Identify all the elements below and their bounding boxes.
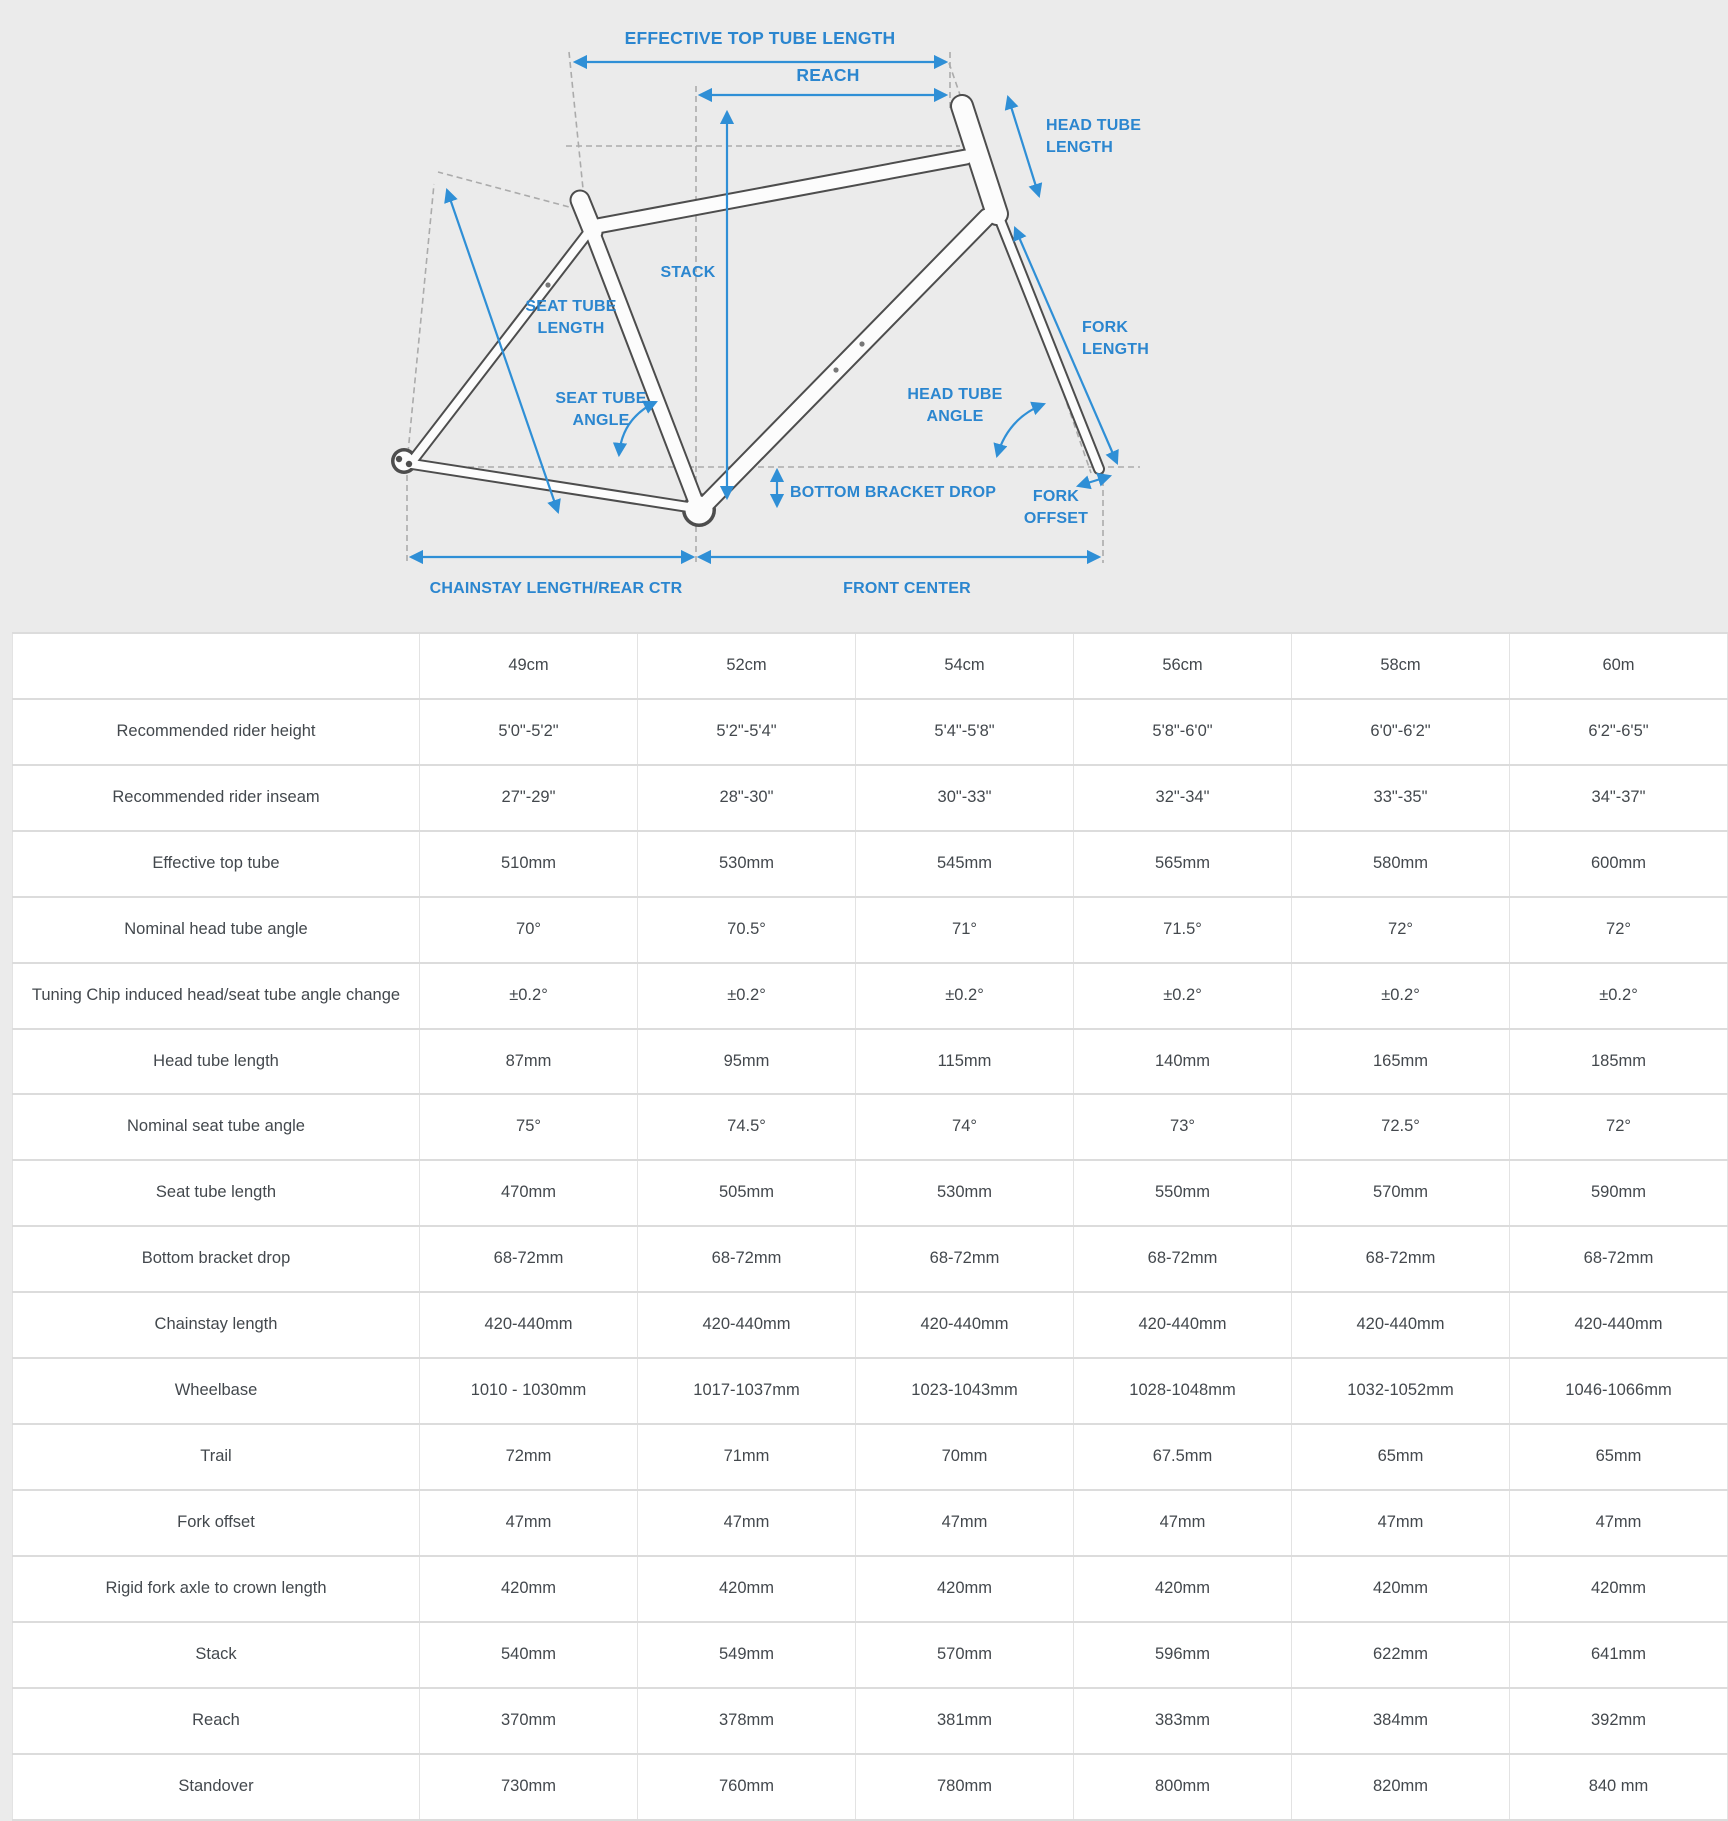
spec-cell: 570mm xyxy=(856,1622,1074,1688)
table-row xyxy=(13,1292,1728,1358)
spec-header-empty xyxy=(13,633,420,699)
spec-cell: 600mm xyxy=(1510,831,1728,897)
spec-cell: 420mm xyxy=(856,1556,1074,1622)
seat-tube-length-arrow xyxy=(447,190,558,512)
spec-cell: 590mm xyxy=(1510,1160,1728,1226)
spec-cell: 68-72mm xyxy=(638,1226,856,1292)
row-label: Fork offset xyxy=(13,1490,420,1556)
spec-header-size: 49cm xyxy=(420,633,638,699)
spec-cell: 1023-1043mm xyxy=(856,1358,1074,1424)
spec-cell: ±0.2° xyxy=(1292,963,1510,1029)
spec-cell: 596mm xyxy=(1074,1622,1292,1688)
spec-cell: 420-440mm xyxy=(420,1292,638,1358)
table-row xyxy=(13,1424,1728,1490)
table-row xyxy=(13,963,1728,1029)
spec-cell: 420mm xyxy=(638,1556,856,1622)
spec-cell: 72.5° xyxy=(1292,1094,1510,1160)
spec-cell: 68-72mm xyxy=(1510,1226,1728,1292)
spec-cell: 5'8"-6'0" xyxy=(1074,699,1292,765)
seat-tube-length-label-2: LENGTH xyxy=(537,320,605,337)
spec-cell: 545mm xyxy=(856,831,1074,897)
row-label: Stack xyxy=(13,1622,420,1688)
spec-cell: 70mm xyxy=(856,1424,1074,1490)
spec-header-size: 52cm xyxy=(638,633,856,699)
spec-cell: 1032-1052mm xyxy=(1292,1358,1510,1424)
geometry-spec-table xyxy=(12,632,1728,1821)
table-row xyxy=(13,1029,1728,1095)
spec-cell: 68-72mm xyxy=(420,1226,638,1292)
bottom-bracket-drop-label: BOTTOM BRACKET DROP xyxy=(790,484,997,501)
spec-cell: 165mm xyxy=(1292,1029,1510,1095)
spec-cell: 420-440mm xyxy=(856,1292,1074,1358)
spec-cell: 470mm xyxy=(420,1160,638,1226)
row-label: Seat tube length xyxy=(13,1160,420,1226)
spec-header-size: 58cm xyxy=(1292,633,1510,699)
spec-cell: 1028-1048mm xyxy=(1074,1358,1292,1424)
spec-cell: 47mm xyxy=(420,1490,638,1556)
spec-cell: 820mm xyxy=(1292,1754,1510,1820)
row-label: Chainstay length xyxy=(13,1292,420,1358)
construction-lines xyxy=(398,52,1140,565)
table-row xyxy=(13,897,1728,963)
fork-offset-label-2: OFFSET xyxy=(1023,510,1089,527)
spec-cell: 65mm xyxy=(1292,1424,1510,1490)
spec-cell: ±0.2° xyxy=(1074,963,1292,1029)
fork-length-label-2: LENGTH xyxy=(1082,341,1149,358)
table-row xyxy=(13,1358,1728,1424)
head-tube-length-arrow xyxy=(1008,97,1039,196)
row-label: Reach xyxy=(13,1688,420,1754)
spec-cell: 70.5° xyxy=(638,897,856,963)
spec-cell: 800mm xyxy=(1074,1754,1292,1820)
spec-cell: 392mm xyxy=(1510,1688,1728,1754)
spec-cell: 540mm xyxy=(420,1622,638,1688)
spec-cell: 185mm xyxy=(1510,1029,1728,1095)
row-label: Standover xyxy=(13,1754,420,1820)
spec-cell: 65mm xyxy=(1510,1424,1728,1490)
row-label: Rigid fork axle to crown length xyxy=(13,1556,420,1622)
spec-cell: 641mm xyxy=(1510,1622,1728,1688)
spec-header-size: 56cm xyxy=(1074,633,1292,699)
spec-cell: 780mm xyxy=(856,1754,1074,1820)
spec-cell: 420mm xyxy=(1074,1556,1292,1622)
row-label: Effective top tube xyxy=(13,831,420,897)
spec-cell: 384mm xyxy=(1292,1688,1510,1754)
table-row xyxy=(13,1160,1728,1226)
spec-cell: 420-440mm xyxy=(1292,1292,1510,1358)
spec-cell: ±0.2° xyxy=(420,963,638,1029)
spec-cell: 68-72mm xyxy=(856,1226,1074,1292)
spec-cell: 47mm xyxy=(856,1490,1074,1556)
row-label: Head tube length xyxy=(13,1029,420,1095)
spec-cell: 730mm xyxy=(420,1754,638,1820)
spec-cell: 1017-1037mm xyxy=(638,1358,856,1424)
table-row xyxy=(13,1556,1728,1622)
table-row xyxy=(13,699,1728,765)
reach-label: REACH xyxy=(796,65,860,85)
head-tube-length-label-2: LENGTH xyxy=(1046,139,1113,156)
spec-cell: 47mm xyxy=(1074,1490,1292,1556)
table-row xyxy=(13,1622,1728,1688)
spec-cell: 71mm xyxy=(638,1424,856,1490)
row-label: Recommended rider inseam xyxy=(13,765,420,831)
spec-cell: 420mm xyxy=(420,1556,638,1622)
spec-cell: 115mm xyxy=(856,1029,1074,1095)
spec-cell: 420-440mm xyxy=(638,1292,856,1358)
spec-cell: 549mm xyxy=(638,1622,856,1688)
head-tube-angle-label-1: HEAD TUBE xyxy=(907,386,1003,403)
spec-cell: 6'2"-6'5" xyxy=(1510,699,1728,765)
spec-cell: 72mm xyxy=(420,1424,638,1490)
spec-cell: 381mm xyxy=(856,1688,1074,1754)
spec-cell: 70° xyxy=(420,897,638,963)
bike-geometry-svg xyxy=(0,0,1536,620)
spec-cell: 6'0"-6'2" xyxy=(1292,699,1510,765)
table-row xyxy=(13,1490,1728,1556)
spec-cell: ±0.2° xyxy=(1510,963,1728,1029)
spec-cell: 67.5mm xyxy=(1074,1424,1292,1490)
row-label: Nominal seat tube angle xyxy=(13,1094,420,1160)
seat-tube-length-label-1: SEAT TUBE xyxy=(525,298,617,315)
table-row xyxy=(13,765,1728,831)
spec-cell: 420mm xyxy=(1292,1556,1510,1622)
spec-cell: ±0.2° xyxy=(638,963,856,1029)
row-label: Wheelbase xyxy=(13,1358,420,1424)
spec-cell: 28"-30" xyxy=(638,765,856,831)
table-row xyxy=(13,1688,1728,1754)
fork-length-label-1: FORK xyxy=(1082,319,1129,336)
effective-top-tube-label: EFFECTIVE TOP TUBE LENGTH xyxy=(624,28,896,48)
spec-cell: 420-440mm xyxy=(1510,1292,1728,1358)
spec-cell: 1046-1066mm xyxy=(1510,1358,1728,1424)
front-center-label: FRONT CENTER xyxy=(843,580,971,597)
spec-cell: 71° xyxy=(856,897,1074,963)
spec-cell: ±0.2° xyxy=(856,963,1074,1029)
spec-cell: 72° xyxy=(1510,897,1728,963)
spec-cell: 570mm xyxy=(1292,1160,1510,1226)
row-label: Trail xyxy=(13,1424,420,1490)
spec-cell: 72° xyxy=(1292,897,1510,963)
spec-header-size: 60m xyxy=(1510,633,1728,699)
spec-cell: 75° xyxy=(420,1094,638,1160)
spec-cell: 32"-34" xyxy=(1074,765,1292,831)
spec-cell: 47mm xyxy=(1292,1490,1510,1556)
spec-cell: 370mm xyxy=(420,1688,638,1754)
seat-tube-angle-label-1: SEAT TUBE xyxy=(555,390,647,407)
spec-cell: 140mm xyxy=(1074,1029,1292,1095)
spec-cell: 71.5° xyxy=(1074,897,1292,963)
spec-cell: 27"-29" xyxy=(420,765,638,831)
spec-cell: 420mm xyxy=(1510,1556,1728,1622)
spec-cell: 550mm xyxy=(1074,1160,1292,1226)
spec-cell: 73° xyxy=(1074,1094,1292,1160)
spec-header-size: 54cm xyxy=(856,633,1074,699)
spec-cell: 580mm xyxy=(1292,831,1510,897)
spec-cell: 530mm xyxy=(856,1160,1074,1226)
spec-cell: 383mm xyxy=(1074,1688,1292,1754)
spec-table-container xyxy=(12,632,1672,1821)
spec-cell: 68-72mm xyxy=(1074,1226,1292,1292)
spec-cell: 760mm xyxy=(638,1754,856,1820)
row-label: Bottom bracket drop xyxy=(13,1226,420,1292)
stack-label: STACK xyxy=(660,264,716,281)
spec-cell: 5'2"-5'4" xyxy=(638,699,856,765)
spec-cell: 840 mm xyxy=(1510,1754,1728,1820)
spec-cell: 74° xyxy=(856,1094,1074,1160)
table-row xyxy=(13,831,1728,897)
bike-geometry-diagram xyxy=(0,0,1536,620)
spec-cell: 5'4"-5'8" xyxy=(856,699,1074,765)
spec-cell: 565mm xyxy=(1074,831,1292,897)
spec-table-body xyxy=(13,699,1728,1820)
spec-table-head-row xyxy=(13,633,1728,699)
spec-cell: 505mm xyxy=(638,1160,856,1226)
fork-offset-label-1: FORK xyxy=(1032,488,1080,505)
head-tube-angle-arc xyxy=(997,404,1044,456)
spec-cell: 95mm xyxy=(638,1029,856,1095)
spec-cell: 378mm xyxy=(638,1688,856,1754)
spec-cell: 530mm xyxy=(638,831,856,897)
spec-cell: 87mm xyxy=(420,1029,638,1095)
table-row xyxy=(13,1754,1728,1820)
table-row xyxy=(13,1226,1728,1292)
spec-cell: 47mm xyxy=(638,1490,856,1556)
spec-cell: 1010 - 1030mm xyxy=(420,1358,638,1424)
spec-cell: 5'0"-5'2" xyxy=(420,699,638,765)
row-label: Tuning Chip induced head/seat tube angle change xyxy=(13,963,420,1029)
row-label: Nominal head tube angle xyxy=(13,897,420,963)
head-tube-angle-label-2: ANGLE xyxy=(926,408,984,425)
head-tube-length-label-1: HEAD TUBE xyxy=(1046,117,1142,134)
chainstay-length-label: CHAINSTAY LENGTH/REAR CTR xyxy=(429,580,683,597)
spec-cell: 68-72mm xyxy=(1292,1226,1510,1292)
row-label: Recommended rider height xyxy=(13,699,420,765)
spec-cell: 420-440mm xyxy=(1074,1292,1292,1358)
spec-cell: 510mm xyxy=(420,831,638,897)
fork-offset-arrow xyxy=(1078,476,1110,486)
spec-cell: 74.5° xyxy=(638,1094,856,1160)
table-row xyxy=(13,1094,1728,1160)
seat-tube-angle-label-2: ANGLE xyxy=(572,412,630,429)
spec-cell: 30"-33" xyxy=(856,765,1074,831)
spec-cell: 622mm xyxy=(1292,1622,1510,1688)
spec-cell: 34"-37" xyxy=(1510,765,1728,831)
spec-cell: 47mm xyxy=(1510,1490,1728,1556)
spec-cell: 72° xyxy=(1510,1094,1728,1160)
spec-cell: 33"-35" xyxy=(1292,765,1510,831)
